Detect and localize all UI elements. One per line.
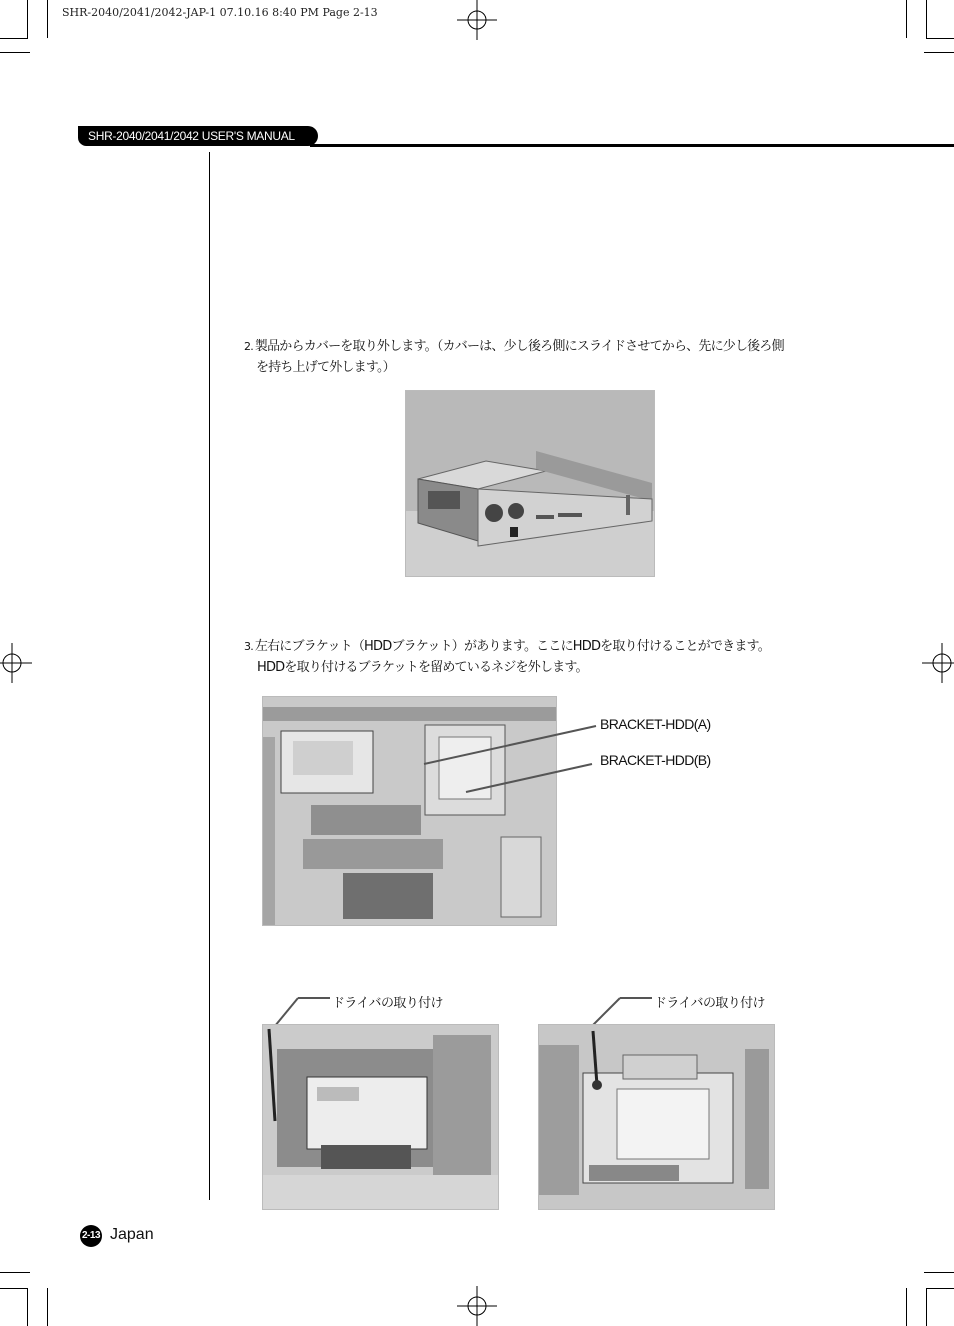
hdd-screw-removal-photo-right — [538, 1024, 775, 1210]
crop-mark — [924, 52, 954, 53]
step-line: 左右にブラケット（HDDブラケット）があります。ここにHDDを取り付けることができます。 — [254, 639, 770, 654]
step-3-text — [244, 636, 770, 678]
registration-mark-icon — [0, 643, 32, 683]
registration-mark-icon — [922, 643, 954, 683]
hdd-screw-removal-photo-left — [262, 1024, 499, 1210]
bracket-b-label: BRACKET-HDD(B) — [600, 752, 711, 768]
step-line: を持ち上げて外します。） — [256, 360, 395, 375]
crop-mark — [924, 1272, 954, 1273]
driver-callout-left: ドライバの取り付け — [332, 996, 443, 1011]
callout-leader-lines — [420, 720, 600, 800]
page-number-badge: 2-13 — [80, 1225, 102, 1247]
driver-callout-right: ドライバの取り付け — [654, 996, 765, 1011]
bracket-a-label: BRACKET-HDD(A) — [600, 716, 711, 732]
step-number: 2. — [244, 340, 253, 353]
crop-mark — [0, 1288, 28, 1289]
crop-mark — [47, 1288, 48, 1326]
crop-mark — [0, 1272, 30, 1273]
crop-mark — [27, 0, 28, 38]
crop-mark — [926, 1288, 954, 1289]
crop-mark — [926, 0, 927, 38]
crop-mark — [926, 1288, 927, 1326]
manual-title-tab: SHR-2040/2041/2042 USER'S MANUAL — [78, 126, 318, 146]
step-number: 3. — [244, 640, 253, 653]
page-language: Japan — [110, 1226, 154, 1243]
step-line: 製品からカバーを取り外します。（カバーは、少し後ろ側にスライドさせてから、先に少し後ろ側 — [254, 339, 784, 354]
crop-mark — [27, 1288, 28, 1326]
step-line: HDDを取り付けるブラケットを留めているネジを外します。 — [257, 660, 588, 675]
crop-mark — [926, 38, 954, 39]
crop-mark — [47, 0, 48, 38]
step-2-text — [244, 336, 784, 378]
crop-mark — [906, 0, 907, 38]
registration-mark-icon — [457, 0, 497, 40]
dvr-cover-removal-photo — [405, 390, 655, 577]
registration-mark-icon — [457, 1286, 497, 1326]
crop-mark — [906, 1288, 907, 1326]
print-slug: SHR-2040/2041/2042-JAP-1 07.10.16 8:40 PM Page 2-13 — [62, 6, 378, 19]
crop-mark — [0, 38, 28, 39]
margin-rule — [209, 152, 210, 1200]
header-rule — [310, 144, 954, 147]
crop-mark — [0, 52, 30, 53]
